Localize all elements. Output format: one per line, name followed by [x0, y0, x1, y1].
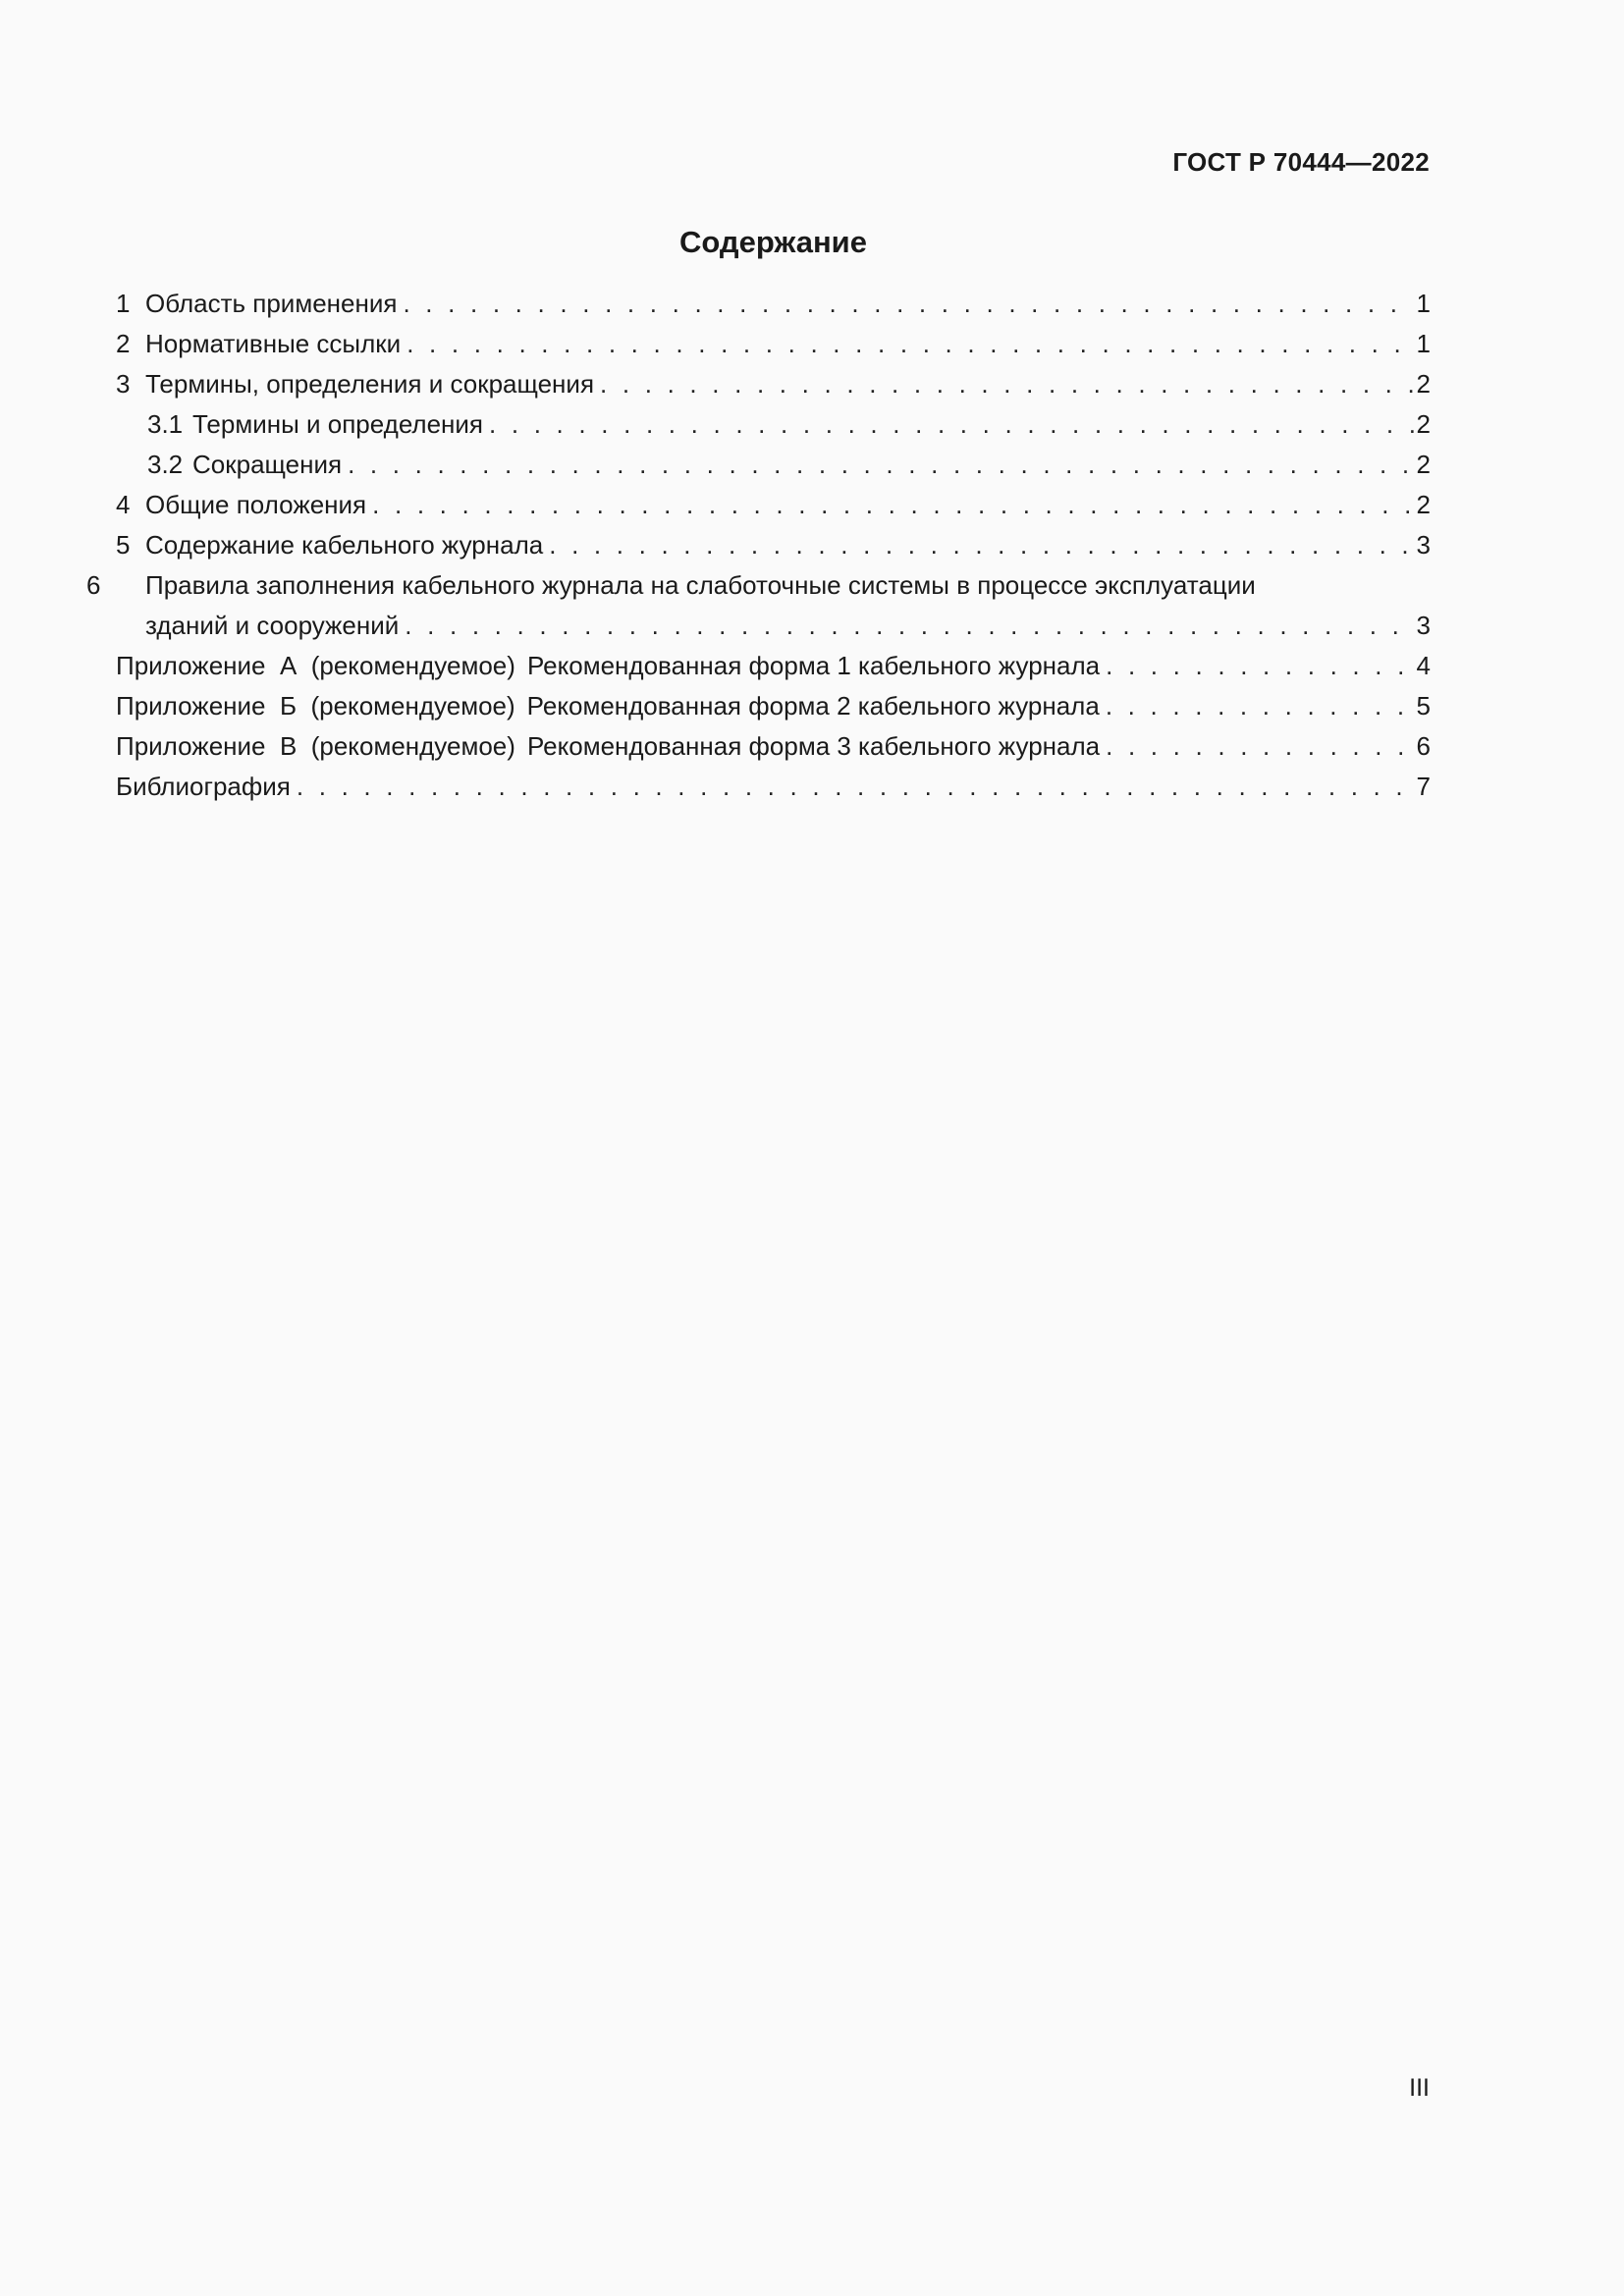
toc-leader-dots	[348, 445, 1414, 485]
toc-entry-number: 3.1	[147, 409, 184, 439]
toc-leader-dots	[403, 284, 1414, 324]
toc-leader-dots	[297, 767, 1415, 807]
toc-entry-number: 3	[116, 369, 131, 399]
toc-entry-title: Рекомендованная форма 3 кабельного журнала	[526, 731, 1101, 761]
toc-entry-page: 3	[1416, 611, 1431, 640]
toc-entry-3-1[interactable]	[116, 404, 1431, 445]
toc-entry-line2	[116, 606, 1431, 646]
toc-entry-bibliography[interactable]	[116, 767, 1431, 807]
toc-entry-6[interactable]	[86, 565, 1431, 646]
toc-entry-number: 2	[116, 329, 131, 358]
toc-entry-5[interactable]	[116, 525, 1431, 565]
toc-entry-line1	[86, 565, 1431, 606]
document-code: ГОСТ Р 70444—2022	[1172, 147, 1430, 177]
toc-entry-title: Нормативные ссылки	[145, 329, 402, 358]
toc-leader-dots	[405, 606, 1414, 646]
toc-entry-page: 2	[1416, 450, 1431, 479]
toc-appendix-label: Приложение А (рекомендуемое)	[116, 651, 515, 680]
toc-entry-appendix-a[interactable]	[116, 646, 1431, 686]
toc-leader-dots	[1106, 646, 1414, 686]
toc-entry-page: 2	[1416, 369, 1431, 399]
toc-entry-title: Сокращения	[192, 450, 343, 479]
toc-entry-title: Термины, определения и сокращения	[145, 369, 595, 399]
toc-entry-page: 6	[1416, 731, 1431, 761]
toc-entry-title: Рекомендованная форма 2 кабельного журнала	[526, 691, 1100, 721]
toc-entry-appendix-b[interactable]	[116, 686, 1431, 726]
toc-entry-appendix-v[interactable]	[116, 726, 1431, 767]
toc-entry-page: 7	[1416, 772, 1431, 801]
toc-leader-dots	[549, 525, 1414, 565]
toc-entry-2[interactable]	[116, 324, 1431, 364]
toc-leader-dots	[1106, 726, 1414, 767]
toc-entry-page: 4	[1416, 651, 1431, 680]
toc-entry-page: 3	[1416, 530, 1431, 560]
toc-leader-dots	[1106, 686, 1415, 726]
page-number: III	[1409, 2074, 1430, 2102]
toc-entry-4[interactable]	[116, 485, 1431, 525]
toc-entry-title: Библиография	[116, 772, 291, 801]
table-of-contents	[86, 284, 1431, 807]
toc-entry-3-2[interactable]	[116, 445, 1431, 485]
toc-entry-page: 5	[1416, 691, 1431, 721]
toc-leader-dots	[372, 485, 1414, 525]
toc-appendix-label: Приложение В (рекомендуемое)	[116, 731, 515, 761]
toc-leader-dots	[489, 404, 1415, 445]
toc-entry-page: 1	[1416, 289, 1431, 318]
toc-leader-dots	[600, 364, 1415, 404]
toc-entry-page: 2	[1416, 409, 1431, 439]
toc-entry-title: Правила заполнения кабельного журнала на слаботочные системы в процессе эксплуатации	[145, 570, 1256, 600]
toc-entry-3[interactable]	[116, 364, 1431, 404]
toc-entry-number: 4	[116, 490, 131, 519]
toc-entry-title: Рекомендованная форма 1 кабельного журнала	[526, 651, 1101, 680]
toc-entry-number: 1	[116, 289, 131, 318]
toc-entry-title-continued: зданий и сооружений	[145, 611, 400, 640]
toc-title: Содержание	[679, 225, 867, 259]
toc-entry-title: Область применения	[145, 289, 398, 318]
toc-entry-title: Содержание кабельного журнала	[145, 530, 544, 560]
toc-entry-number: 3.2	[147, 450, 184, 479]
toc-entry-title: Общие положения	[145, 490, 367, 519]
toc-entry-number: 6	[86, 570, 101, 600]
toc-entry-number: 5	[116, 530, 131, 560]
toc-appendix-label: Приложение Б (рекомендуемое)	[116, 691, 515, 721]
toc-entry-title: Термины и определения	[192, 409, 484, 439]
toc-leader-dots	[406, 324, 1414, 364]
toc-entry-page: 1	[1416, 329, 1431, 358]
toc-entry-page: 2	[1416, 490, 1431, 519]
toc-entry-1[interactable]	[116, 284, 1431, 324]
